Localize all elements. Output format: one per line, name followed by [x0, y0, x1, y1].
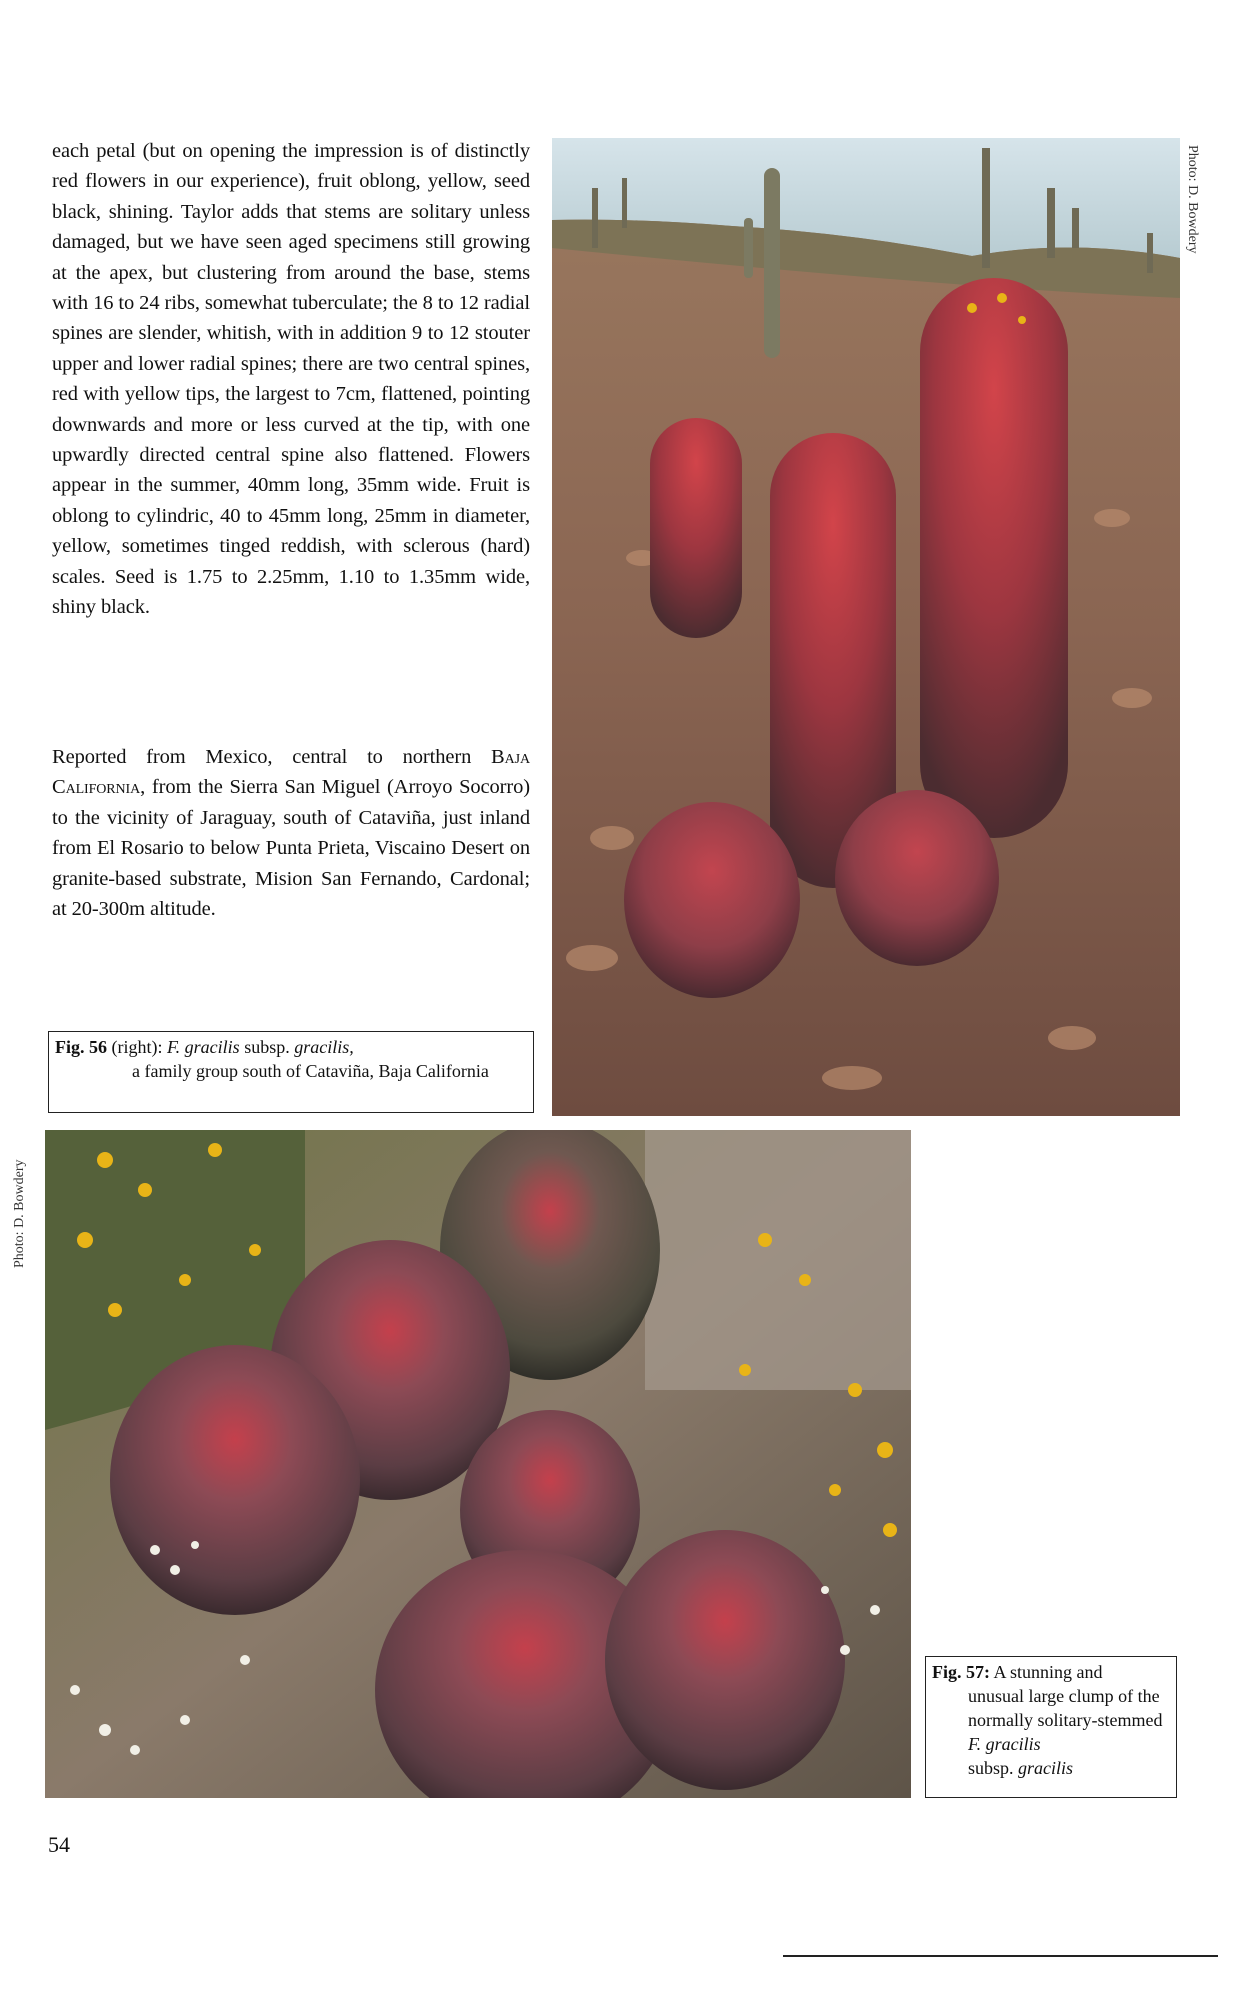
fig56-genus: F. gracilis: [167, 1037, 240, 1057]
fig57-text1: A stunning and: [990, 1662, 1103, 1682]
fig57-caption-body: [932, 1684, 1170, 1780]
page-number: 54: [48, 1832, 70, 1857]
para2-pre: Reported from Mexico, central to northern: [52, 746, 492, 768]
fig56-label-suffix: (right):: [107, 1037, 167, 1057]
fig56-photo: [552, 138, 1180, 1116]
body-paragraph-1: each petal (but on opening the impression is of distinctly red flowers in our experience), fruit oblong, yellow, seed black, shining. Taylor adds that stems are solitary unless damaged, but we have seen aged specimens still growing at the apex, but clustering from around the base, stems with 16 to 24 ribs, somewhat tuberculate; the 8 to 12 radial spines are slender, whitish, with in addition 9 to 12 stouter upper and lower radial spines; there are two central spines, red with yellow tips, the largest to 7cm, flattened, pointing downwards and more or less curved at the tip, with one upwardly directed central spine also flattened. Flowers appear in the summer, 40mm long, 35mm wide. Fruit is oblong to cylindric, 40 to 45mm long, 25mm in diameter, yellow, sometimes tinged reddish, with sclerous (hard) scales. Seed is 1.75 to 2.25mm, 1.10 to 1.35mm wide, shiny black.: [52, 140, 530, 619]
bottom-rule: [783, 1955, 1218, 1957]
fig57-genus: F. gracilis: [968, 1734, 1041, 1754]
fig57-photo: [45, 1130, 911, 1798]
fig56-caption-line2: a family group south of Cataviña, Baja California: [132, 1061, 489, 1081]
fig57-text3: subsp.: [968, 1758, 1019, 1778]
para2-post: , from the Sierra San Miguel (Arroyo Socorro) to the vicinity of Jaraguay, south of Cataviña, just inland from El Rosario to below Punta Prieta, Viscaino Desert on granite-based substrate, Mision San Fernando, Cardonal; at 20-300m altitude.: [52, 776, 530, 921]
fig57-illustration: [45, 1130, 911, 1798]
fig56-subsp: gracilis,: [294, 1037, 354, 1057]
fig57-label: Fig. 57:: [932, 1662, 990, 1682]
fig57-photo-credit: Photo: D. Bowdery: [12, 1159, 27, 1268]
body-paragraph-2: [52, 742, 530, 924]
region-name: Baja California: [52, 746, 530, 799]
fig56-caption: [48, 1031, 534, 1113]
fig56-illustration: [552, 138, 1180, 1116]
fig57-text2: unusual large clump of the normally solitary-stemmed: [968, 1686, 1163, 1730]
fig57-caption: [925, 1656, 1177, 1798]
fig56-photo-credit: Photo: D. Bowdery: [1185, 145, 1200, 254]
fig56-label: Fig. 56: [55, 1037, 107, 1057]
fig56-mid: subsp.: [239, 1037, 295, 1057]
fig57-subsp: gracilis: [1018, 1758, 1074, 1778]
